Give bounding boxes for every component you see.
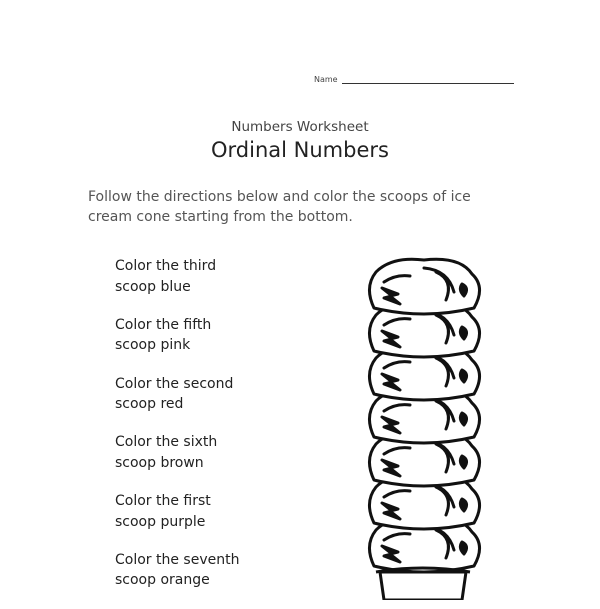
cone-cup-icon bbox=[376, 568, 470, 600]
ice-cream-cone-icon bbox=[362, 254, 492, 600]
directions-text: Follow the directions below and color the scoops of ice cream cone starting from the bottom. bbox=[88, 189, 471, 225]
task-line-2: scoop orange bbox=[115, 572, 210, 589]
task-item bbox=[115, 315, 239, 374]
task-list bbox=[115, 256, 239, 609]
scoop-icon bbox=[369, 259, 479, 314]
task-item bbox=[115, 374, 239, 433]
task-item bbox=[115, 256, 239, 315]
task-line-1: Color the sixth bbox=[115, 434, 218, 451]
task-item bbox=[115, 491, 239, 550]
name-field bbox=[314, 74, 514, 84]
task-line-2: scoop pink bbox=[115, 337, 191, 354]
name-label: Name bbox=[314, 75, 338, 84]
task-line-1: Color the first bbox=[115, 493, 211, 510]
task-line-1: Color the third bbox=[115, 258, 217, 274]
worksheet-subtitle: Numbers Worksheet bbox=[231, 119, 369, 135]
task-line-1: Color the second bbox=[115, 375, 234, 392]
task-line-2: scoop red bbox=[115, 396, 184, 413]
task-line-1: Color the fifth bbox=[115, 316, 212, 333]
task-line-2: scoop brown bbox=[115, 454, 204, 471]
task-line-1: Color the seventh bbox=[115, 551, 240, 568]
task-line-2: scoop blue bbox=[115, 278, 191, 295]
task-line-2: scoop purple bbox=[115, 513, 206, 530]
task-item bbox=[115, 432, 239, 491]
page-title: Ordinal Numbers bbox=[211, 138, 389, 162]
name-line[interactable] bbox=[342, 74, 514, 84]
